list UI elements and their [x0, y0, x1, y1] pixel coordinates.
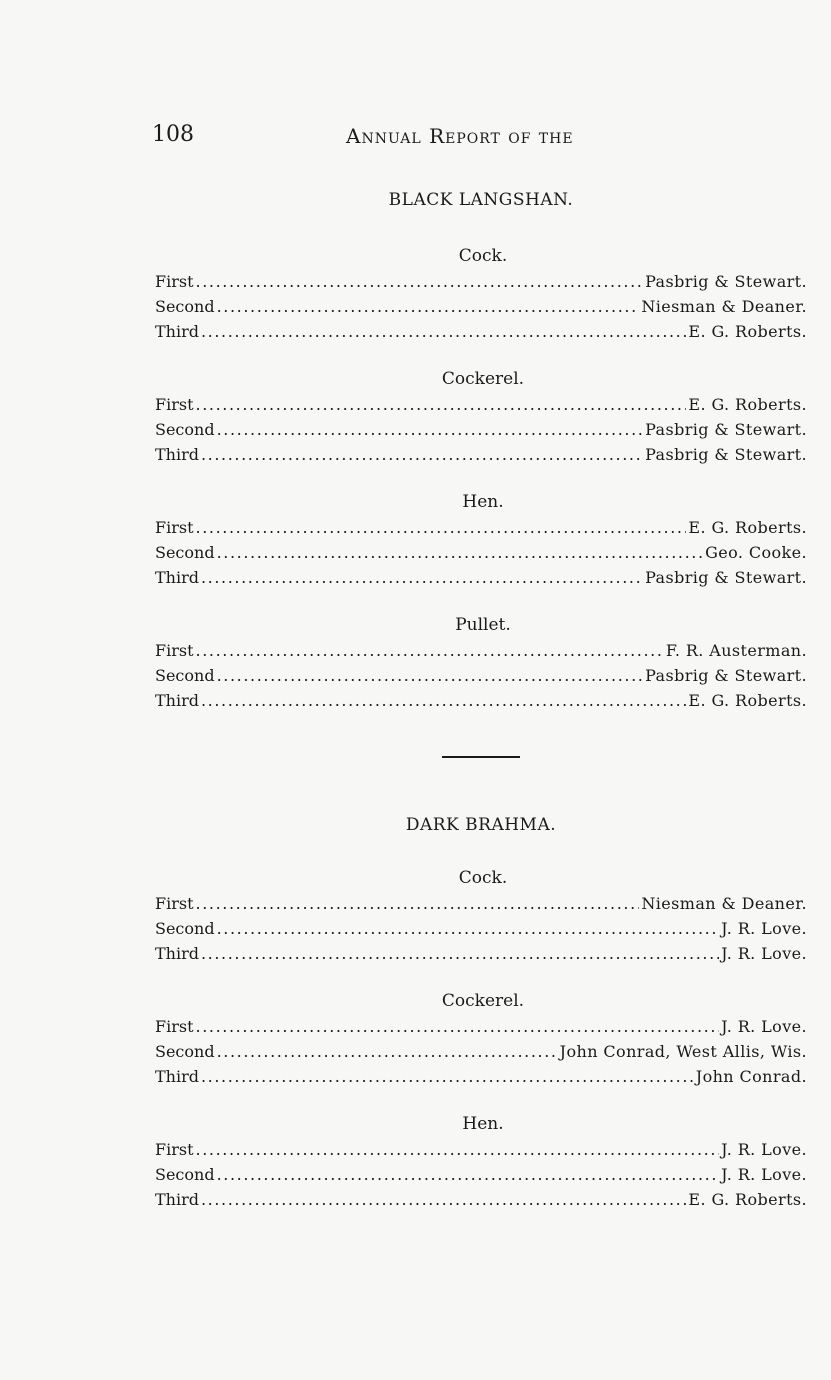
class-block — [155, 1114, 807, 1212]
award-winner: Niesman & Deaner. — [641, 297, 807, 316]
dot-leader — [196, 392, 687, 417]
award-place: Third — [155, 322, 199, 341]
award-place: Third — [155, 691, 199, 710]
dot-leader — [217, 1039, 558, 1064]
award-place: Third — [155, 568, 199, 587]
award-place: Second — [155, 1042, 215, 1061]
award-winner: E. G. Roberts. — [688, 395, 807, 414]
breed-title: DARK BRAHMA. — [405, 815, 557, 835]
page-content — [155, 190, 807, 1237]
dot-leader — [217, 540, 703, 565]
award-place: First — [155, 1017, 194, 1036]
dot-leader — [196, 515, 687, 540]
running-title: Annual Report of the — [346, 124, 574, 148]
dot-leader — [217, 294, 640, 319]
award-row — [155, 891, 807, 916]
dot-leader — [217, 916, 720, 941]
class-title: Cock. — [458, 868, 508, 888]
award-row — [155, 294, 807, 319]
dot-leader — [201, 1187, 686, 1212]
award-place: Second — [155, 420, 215, 439]
award-place: First — [155, 272, 194, 291]
award-place: Third — [155, 445, 199, 464]
award-winner: Pasbrig & Stewart. — [645, 420, 807, 439]
award-row — [155, 417, 807, 442]
award-row — [155, 1064, 807, 1089]
dot-leader — [217, 663, 644, 688]
class-block — [155, 246, 807, 344]
award-row — [155, 392, 807, 417]
breed-section — [155, 815, 807, 1212]
award-winner: J. R. Love. — [721, 944, 807, 963]
award-row — [155, 269, 807, 294]
award-winner: Pasbrig & Stewart. — [645, 445, 807, 464]
dot-leader — [217, 1162, 720, 1187]
award-winner: Geo. Cooke. — [705, 543, 807, 562]
award-place: Second — [155, 543, 215, 562]
award-place: First — [155, 1140, 194, 1159]
award-winner: F. R. Austerman. — [665, 641, 807, 660]
dot-leader — [201, 688, 686, 713]
award-row — [155, 1162, 807, 1187]
award-place: Third — [155, 1067, 199, 1086]
class-title: Hen. — [462, 492, 504, 512]
award-place: Third — [155, 1190, 199, 1209]
award-row — [155, 319, 807, 344]
award-row — [155, 916, 807, 941]
award-winner: John Conrad, West Allis, Wis. — [559, 1042, 807, 1061]
dot-leader — [196, 269, 644, 294]
award-winner: Pasbrig & Stewart. — [645, 272, 807, 291]
award-row — [155, 515, 807, 540]
award-winner: E. G. Roberts. — [688, 322, 807, 341]
class-title: Cockerel. — [441, 991, 525, 1011]
section-divider — [442, 756, 520, 758]
class-block — [155, 991, 807, 1089]
award-row — [155, 540, 807, 565]
dot-leader — [196, 1137, 720, 1162]
award-place: Second — [155, 297, 215, 316]
class-title: Hen. — [462, 1114, 504, 1134]
award-row — [155, 1137, 807, 1162]
award-row — [155, 565, 807, 590]
award-winner: E. G. Roberts. — [688, 691, 807, 710]
dot-leader — [201, 1064, 694, 1089]
class-block — [155, 369, 807, 467]
award-place: First — [155, 518, 194, 537]
class-block — [155, 868, 807, 966]
dot-leader — [201, 565, 643, 590]
award-row — [155, 1187, 807, 1212]
dot-leader — [201, 941, 719, 966]
award-place: First — [155, 894, 194, 913]
dot-leader — [217, 417, 644, 442]
dot-leader — [196, 638, 664, 663]
award-winner: Pasbrig & Stewart. — [645, 666, 807, 685]
award-row — [155, 663, 807, 688]
award-place: Second — [155, 1165, 215, 1184]
page-number: 108 — [152, 122, 194, 147]
dot-leader — [196, 891, 640, 916]
award-row — [155, 442, 807, 467]
award-row — [155, 1039, 807, 1064]
award-place: First — [155, 641, 194, 660]
award-winner: Pasbrig & Stewart. — [645, 568, 807, 587]
award-place: First — [155, 395, 194, 414]
award-row — [155, 638, 807, 663]
award-row — [155, 941, 807, 966]
class-block — [155, 492, 807, 590]
award-winner: E. G. Roberts. — [688, 518, 807, 537]
class-title: Cock. — [458, 246, 508, 266]
award-winner: J. R. Love. — [721, 1017, 807, 1036]
dot-leader — [201, 442, 643, 467]
award-place: Second — [155, 666, 215, 685]
award-row — [155, 1014, 807, 1039]
dot-leader — [201, 319, 686, 344]
award-place: Third — [155, 944, 199, 963]
award-row — [155, 688, 807, 713]
dot-leader — [196, 1014, 720, 1039]
award-winner: J. R. Love. — [721, 919, 807, 938]
award-winner: John Conrad. — [695, 1067, 807, 1086]
breed-title: BLACK LANGSHAN. — [388, 190, 574, 210]
award-winner: E. G. Roberts. — [688, 1190, 807, 1209]
class-title: Cockerel. — [441, 369, 525, 389]
award-winner: J. R. Love. — [721, 1165, 807, 1184]
page-header — [152, 122, 808, 152]
award-winner: J. R. Love. — [721, 1140, 807, 1159]
award-place: Second — [155, 919, 215, 938]
class-title: Pullet. — [455, 615, 511, 635]
class-block — [155, 615, 807, 713]
breed-section — [155, 190, 807, 713]
award-winner: Niesman & Deaner. — [641, 894, 807, 913]
